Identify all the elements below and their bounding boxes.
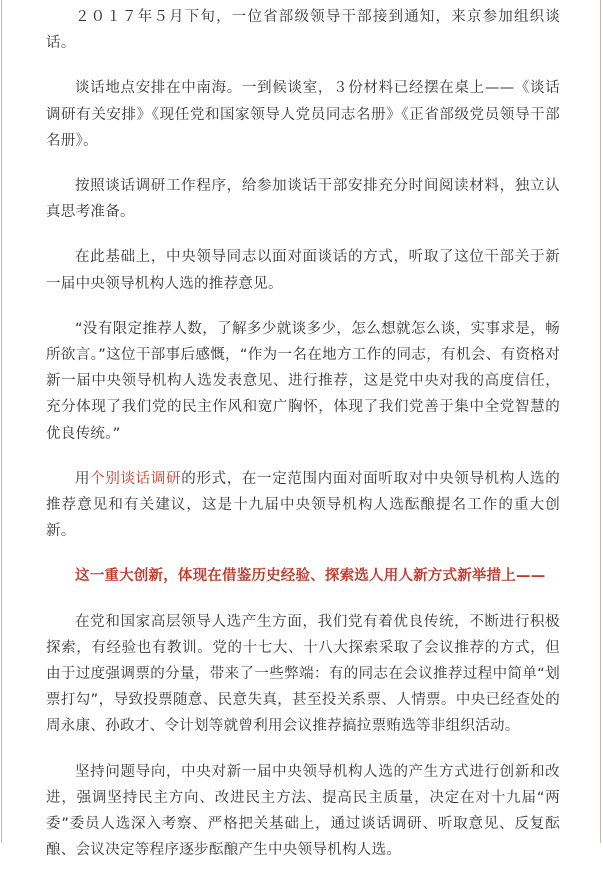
paragraph-4: 在此基础上，中央领导同志以面对面谈话的方式，听取了这位干部关于新一届中央领导机构人选的推荐意见。 xyxy=(46,249,560,292)
paragraph-9: 坚持问题导向，中央对新一届中央领导机构人选的产生方式进行创新和改进，强调坚持民主方向、改进民主方法、提高民主质量，决定在对十九届“两委”委员人选深入考察、严格把关基础上，通过谈话调研、听取意见、反复酝酿、会议决定等程序逐步酝酿产生中央领导机构人选。 xyxy=(46,763,560,859)
paragraph-6 xyxy=(46,466,560,545)
paragraph-6-after: 的形式，在一定范围内面对面听取对中央领导机构人选的推荐意见和有关建议，这是十九届中央领导机构人选酝酿提名工作的重大创新。 xyxy=(46,470,560,540)
article-frame xyxy=(1,0,601,859)
section-heading: 这一重大创新，体现在借鉴历史经验、探索选人用人新方式新举措上—— xyxy=(75,568,546,585)
paragraph-1: ２０１７年５月下旬，一位省部级领导干部接到通知，来京参加组织谈话。 xyxy=(46,9,560,52)
paragraph-3: 按照谈话调研工作程序，给参加谈话干部安排充分时间阅读材料，独立认真思考准备。 xyxy=(46,178,560,221)
paragraph-8: 在党和国家高层领导人选产生方面，我们党有着优良传统，不断进行积极探索，有经验也有教训。党的十七大、十八大探索采取了会议推荐的方式，但由于过度强调票的分量，带来了一些弊端：有的同志在会议推荐过程中简单“划票打勾”，导致投票随意、民意失真，甚至投关系票、人情票。中央已经查处的周永康、孙政才、令计划等就曾利用会议推荐搞拉票贿选等非组织活动。 xyxy=(46,613,560,735)
paragraph-5-quote: “没有限定推荐人数，了解多少就谈多少，怎么想就怎么谈，实事求是，畅所欲言。”这位干部事后感慨，“作为一名在地方工作的同志，有机会、有资格对新一届中央领导机构人选发表意见、进行推荐，这是党中央对我的高度信任，充分体现了我们党的民主作风和宽广胸怀，体现了我们党善于集中全党智慧的优良传统。” xyxy=(46,320,560,442)
paragraph-6-before: 用 xyxy=(75,470,91,487)
article-body xyxy=(46,4,560,882)
paragraph-2: 谈话地点安排在中南海。一到候谈室，３份材料已经摆在桌上——《谈话调研有关安排》《现任党和国家领导人党员同志名册》《正省部级党员领导干部名册》。 xyxy=(46,80,560,149)
highlight-keyword: 个别谈话调研 xyxy=(90,470,182,487)
